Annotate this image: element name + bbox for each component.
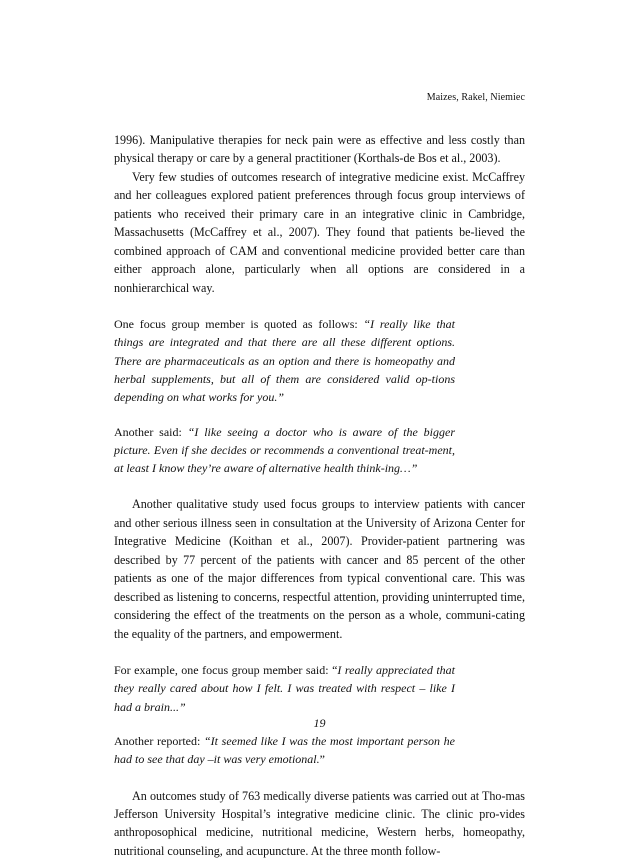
quote-lead: One focus group member is quoted as follows:	[114, 317, 364, 332]
block-quote-3	[114, 661, 455, 716]
paragraph-3: Another qualitative study used focus groups to interview patients with cancer and other serious illness seen in consultation at the University of Arizona Center for Integrative Medicine (Koithan et al., 2007). Provider-patient partnering was described by 77 percent of the patients with cancer and 85 percent of the other patients as one of the major differences from typical conventional care. This was described as listening to concerns, respectful attention, providing uninterrupted time, considering the effect of the treatments on the person as a whole, communi-cating the equality of the partners, and empowerment.	[114, 497, 525, 641]
block-quote-4	[114, 732, 455, 769]
quote-lead: Another said:	[114, 424, 188, 439]
page-number: 19	[313, 716, 326, 730]
block-quote-2	[114, 423, 455, 478]
quote-lead: For example, one focus group member said: “	[114, 663, 338, 678]
quote-text: “It seemed like I was the most important person he had to see that day –it was very emotional.	[114, 733, 455, 767]
quote-lead: Another reported:	[114, 733, 204, 748]
running-head: Maizes, Rakel, Niemiec	[426, 92, 525, 103]
quote-tail: ”	[319, 752, 325, 767]
quote-text: “I really like that things are integrated and that there are all these different options. There are pharmaceuticals as an option and there is homeopathy and herbal supplements, but all of them are considered valid op-tions depending on what works for you.”	[114, 317, 456, 405]
paragraph-4: An outcomes study of 763 medically diverse patients was carried out at Tho-mas Jefferson University Hospital’s integrative medicine clinic. The clinic pro-vides anthroposophical medicine, nutritional medicine, Western herbs, homeopathy, nutritional counseling, and acupuncture. At the three month follow-	[114, 788, 525, 858]
paragraph-2: Very few studies of outcomes research of integrative medicine exist. McCaffrey and her colleagues explored patient preferences through focus group interviews of patients who received their primary care in an integrative clinic in Cambridge, Massachusetts (McCaffrey et al., 2007). They found that patients be-lieved the combined approach of CAM and conventional medicine provided better care than either approach alone, particularly when all options are considered in a nonhierarchical way.	[114, 169, 525, 295]
body-text	[114, 131, 525, 860]
block-quote-1	[114, 315, 455, 406]
quote-text: “I like seeing a doctor who is aware of the bigger picture. Even if she decides or recommends a conventional treat-ment, at least I know they’re aware of alternative health think-ing…”	[114, 424, 455, 476]
quote-text: I really appreciated that they really cared about how I felt. I was treated with respect – like I had a brain...”	[114, 663, 455, 714]
paragraph-1: 1996). Manipulative therapies for neck pain were as effective and less costly than physical therapy or care by a general practitioner (Korthals-de Bos et al., 2003).	[114, 133, 525, 166]
